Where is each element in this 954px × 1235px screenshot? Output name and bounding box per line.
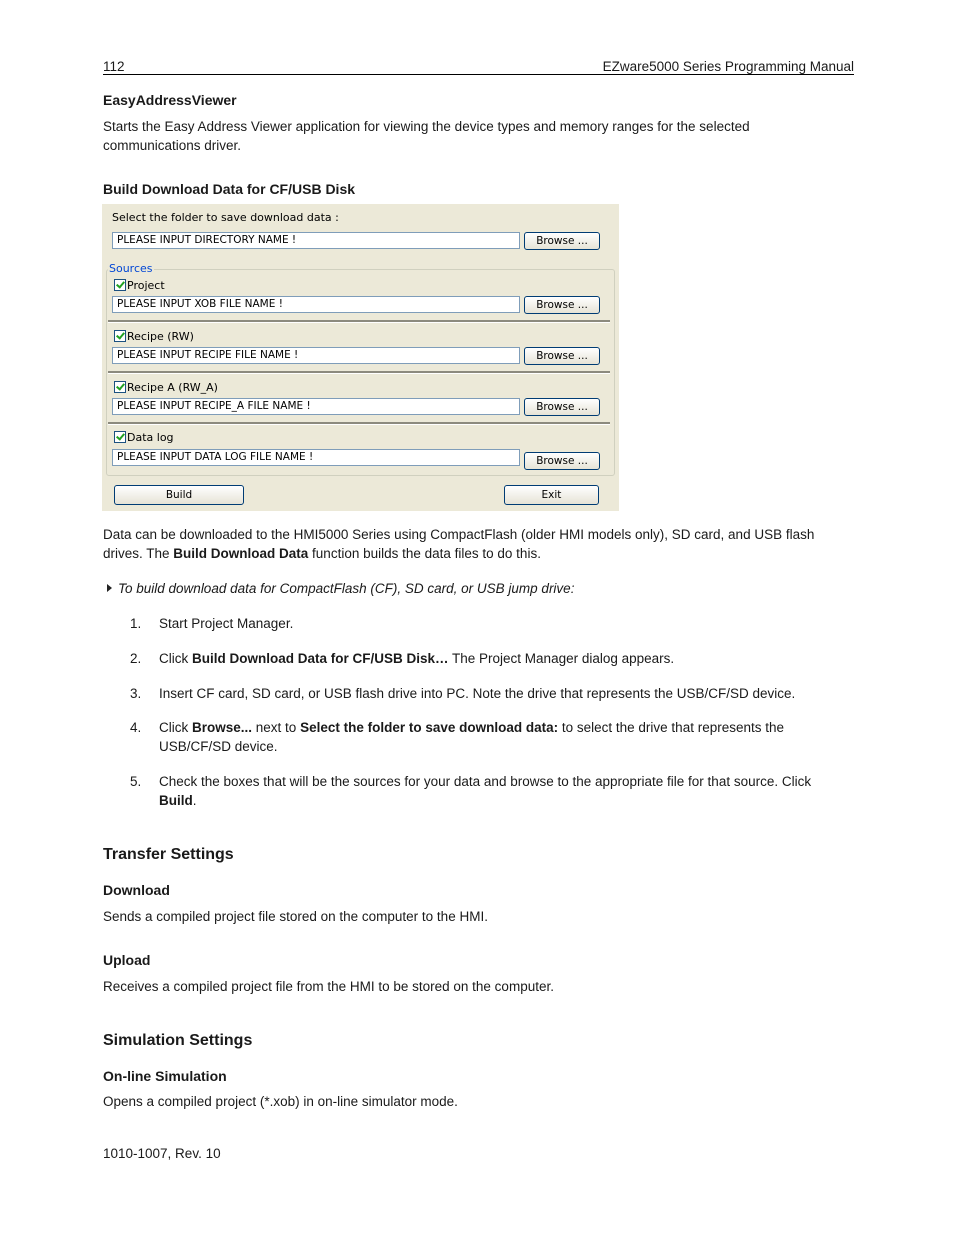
footer-doc-number: 1010-1007, Rev. 10	[103, 1146, 221, 1161]
online-simulation-body: Opens a compiled project (*.xob) in on-line simulator mode.	[103, 1094, 458, 1109]
separator	[108, 371, 610, 374]
recipe-a-input[interactable]: PLEASE INPUT RECIPE_A FILE NAME !	[112, 398, 520, 415]
project-input[interactable]: PLEASE INPUT XOB FILE NAME !	[112, 296, 520, 313]
datalog-checkbox[interactable]	[114, 431, 126, 443]
recipe-input[interactable]: PLEASE INPUT RECIPE FILE NAME !	[112, 347, 520, 364]
datalog-label: Data log	[127, 431, 174, 444]
transfer-settings-heading: Transfer Settings	[103, 846, 234, 863]
recipe-a-browse-button[interactable]: Browse ...	[524, 398, 600, 416]
project-browse-button[interactable]: Browse ...	[524, 296, 600, 314]
step-4: Click Browse... next to Select the folder to save download data: to select the drive that represents the USB/CF/SD device.	[159, 720, 784, 754]
intro-paragraph	[103, 525, 853, 563]
download-body: Sends a compiled project file stored on the computer to the HMI.	[103, 909, 488, 924]
simulation-settings-heading: Simulation Settings	[103, 1032, 253, 1049]
folder-label: Select the folder to save download data :	[112, 211, 339, 224]
datalog-input[interactable]: PLEASE INPUT DATA LOG FILE NAME !	[112, 449, 520, 466]
easy-address-heading: EasyAddressViewer	[103, 92, 237, 108]
build-download-heading: Build Download Data for CF/USB Disk	[103, 181, 356, 197]
page-header	[103, 57, 854, 75]
upload-body: Receives a compiled project file from the HMI to be stored on the computer.	[103, 979, 554, 994]
project-checkbox[interactable]	[114, 279, 126, 291]
page-number: 112	[103, 59, 125, 74]
step-number: 2.	[130, 651, 142, 666]
upload-heading: Upload	[103, 952, 151, 968]
recipe-label: Recipe (RW)	[127, 330, 194, 343]
intro-text-2: function builds the data files to do this.	[308, 546, 541, 561]
step-3: Insert CF card, SD card, or USB flash drive into PC. Note the drive that represents the USB/CF/SD device.	[159, 686, 796, 701]
procedure-title-text: To build download data for CompactFlash (CF), SD card, or USB jump drive:	[118, 581, 575, 596]
step-2: Click Build Download Data for CF/USB Disk… The Project Manager dialog appears.	[159, 651, 675, 666]
build-download-dialog	[102, 204, 619, 511]
download-heading: Download	[103, 882, 170, 898]
recipe-browse-button[interactable]: Browse ...	[524, 347, 600, 365]
sources-label: Sources	[109, 262, 153, 275]
folder-input[interactable]: PLEASE INPUT DIRECTORY NAME !	[112, 232, 520, 249]
recipe-a-label: Recipe A (RW_A)	[127, 381, 218, 394]
folder-browse-button[interactable]: Browse ...	[524, 232, 600, 250]
recipe-checkbox[interactable]	[114, 330, 126, 342]
step-number: 5.	[130, 774, 142, 789]
intro-text-1: Data can be downloaded to the HMI5000 Series using CompactFlash (older HMI models only), SD card, and USB flash drives. The	[103, 527, 815, 561]
separator	[108, 320, 610, 323]
step-number: 3.	[130, 686, 142, 701]
triangle-right-icon	[107, 584, 112, 592]
step-number: 1.	[130, 616, 142, 631]
intro-bold: Build Download Data	[173, 546, 309, 561]
easy-address-body: Starts the Easy Address Viewer application for viewing the device types and memory ranges for the selected communications driver.	[103, 119, 750, 153]
online-simulation-heading: On-line Simulation	[103, 1068, 227, 1084]
exit-button[interactable]: Exit	[504, 485, 599, 505]
recipe-a-checkbox[interactable]	[114, 381, 126, 393]
project-label: Project	[127, 279, 165, 292]
step-5: Check the boxes that will be the sources for your data and browse to the appropriate file for that source. Click Build.	[159, 774, 812, 808]
step-number: 4.	[130, 720, 142, 735]
step-1: Start Project Manager.	[159, 616, 294, 631]
datalog-browse-button[interactable]: Browse ...	[524, 452, 600, 470]
build-button[interactable]: Build	[114, 485, 244, 505]
procedure-title	[107, 579, 574, 598]
separator	[108, 422, 610, 425]
manual-title: EZware5000 Series Programming Manual	[602, 59, 854, 74]
